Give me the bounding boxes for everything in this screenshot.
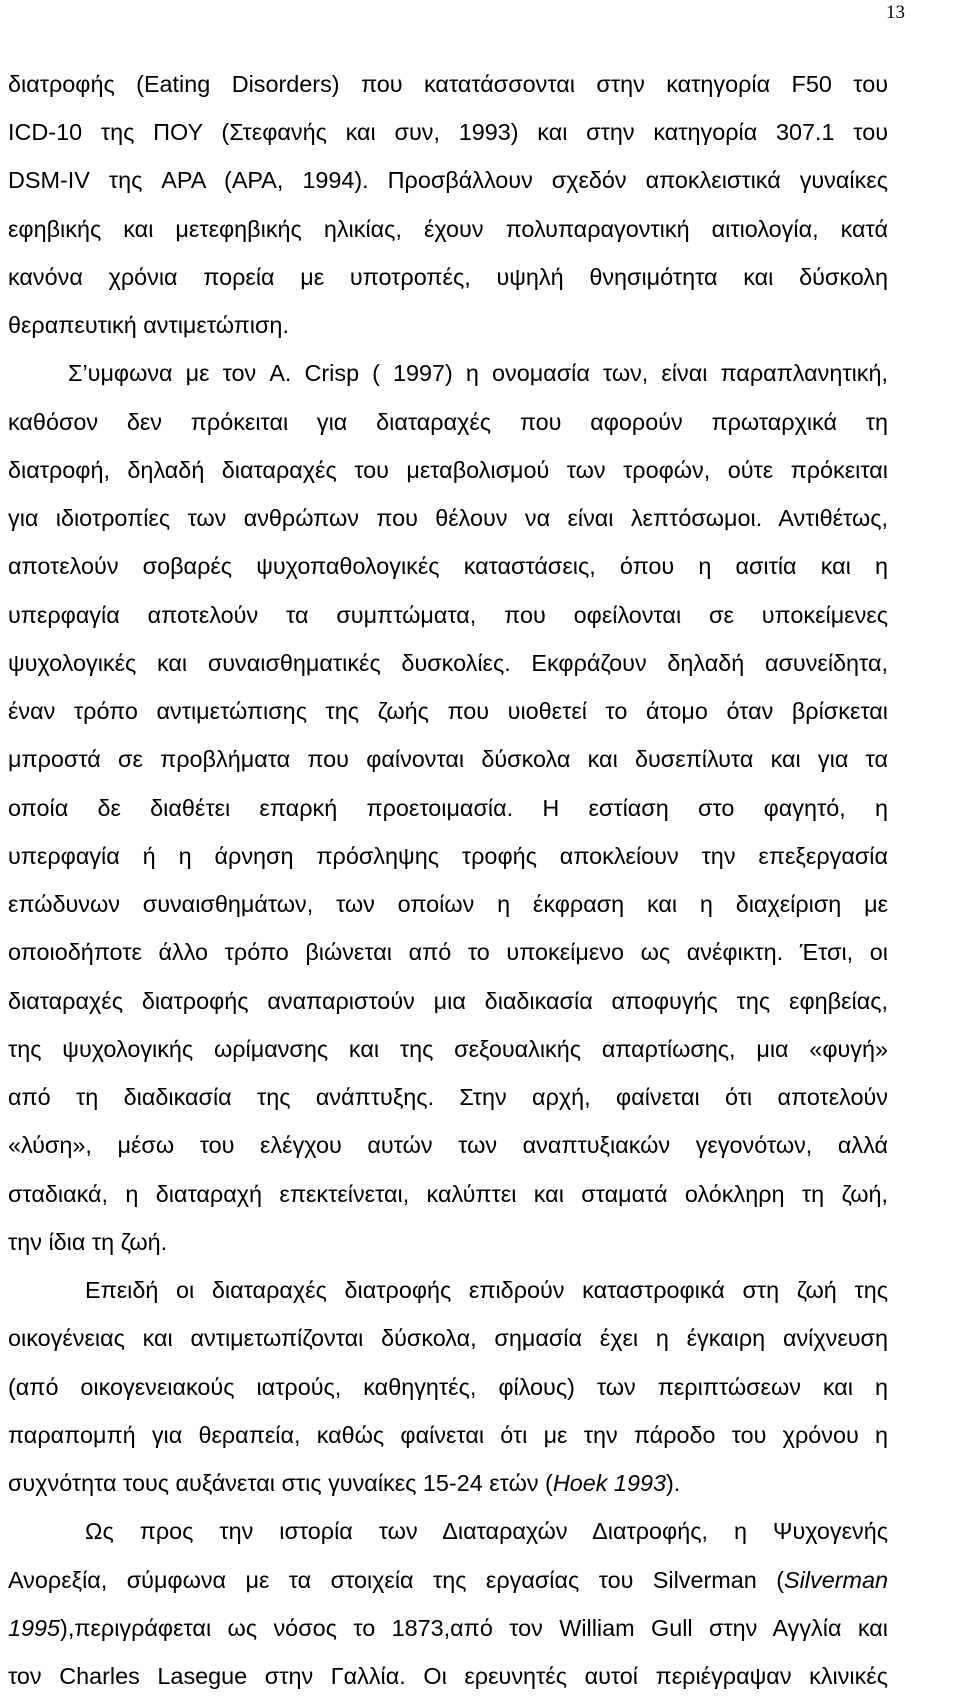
text-line: σταδιακά, η διαταραχή επεκτείνεται, καλύπτει και σταματά ολόκληρη τη ζωή, bbox=[8, 1181, 888, 1207]
text-line: διατροφή, δηλαδή διαταραχές του μεταβολισμού των τροφών, ούτε πρόκειται bbox=[8, 457, 888, 483]
text-line: Σ’υμφωνα με τον A. Crisp ( 1997) η ονομασία των, είναι παραπλανητική, bbox=[68, 360, 888, 386]
text-line: Επειδή οι διαταραχές διατροφής επιδρούν καταστροφικά στη ζωή της bbox=[85, 1277, 888, 1303]
text-line: τον Charles Lasegue στην Γαλλία. Οι ερευνητές αυτοί περιέγραψαν κλινικές bbox=[8, 1663, 888, 1689]
text-line: της ψυχολογικής ωρίμανσης και της σεξουαλικής απαρτίωσης, μια «φυγή» bbox=[8, 1036, 888, 1062]
text-line: καθόσον δεν πρόκειται για διαταραχές που αφορούν πρωταρχικά τη bbox=[8, 409, 888, 435]
text-line: από τη διαδικασία της ανάπτυξης. Στην αρχή, φαίνεται ότι αποτελούν bbox=[8, 1084, 888, 1110]
citation-italic: Silverman bbox=[784, 1567, 888, 1593]
text-line: επώδυνων συναισθημάτων, των οποίων η έκφραση και η διαχείριση με bbox=[8, 891, 888, 917]
text-line: έναν τρόπο αντιμετώπισης της ζωής που υιοθετεί το άτομο όταν βρίσκεται bbox=[8, 698, 888, 724]
text-line: (από οικογενειακούς ιατρούς, καθηγητές, φίλους) των περιπτώσεων και η bbox=[8, 1374, 888, 1400]
text-line: για ιδιοτροπίες των ανθρώπων που θέλουν να είναι λεπτόσωμοι. Αντιθέτως, bbox=[8, 505, 888, 531]
text-line: DSM-IV της APA (APA, 1994). Προσβάλλουν σχεδόν αποκλειστικά γυναίκες bbox=[8, 167, 888, 193]
text-line: οποία δε διαθέτει επαρκή προετοιμασία. Η εστίαση στο φαγητό, η bbox=[8, 795, 888, 821]
text-line: εφηβικής και μετεφηβικής ηλικίας, έχουν πολυπαραγοντική αιτιολογία, κατά bbox=[8, 216, 888, 242]
text-line: διατροφής (Eating Disorders) που κατατάσσονται στην κατηγορία F50 του bbox=[8, 71, 888, 97]
text-line bbox=[8, 1467, 888, 1499]
text-span: ),περιγράφεται ως νόσος το 1873,από τον William Gull στην Αγγλία και bbox=[60, 1615, 888, 1641]
text-line: ICD-10 της ΠΟΥ (Στεφανής και συν, 1993) και στην κατηγορία 307.1 του bbox=[8, 119, 888, 145]
text-span: ). bbox=[665, 1470, 681, 1496]
text-line: μπροστά σε προβλήματα που φαίνονται δύσκολα και δυσεπίλυτα και για τα bbox=[8, 746, 888, 772]
text-span: Ανορεξία, σύμφωνα με τα στοιχεία της εργασίας του Silverman ( bbox=[8, 1567, 784, 1593]
text-line: οποιοδήποτε άλλο τρόπο βιώνεται από το υποκείμενο ως ανέφικτη. Έτσι, οι bbox=[8, 939, 888, 965]
text-line: διαταραχές διατροφής αναπαριστούν μια διαδικασία αποφυγής της εφηβείας, bbox=[8, 988, 888, 1014]
citation-italic: 1995 bbox=[8, 1615, 61, 1641]
text-line: θεραπευτική αντιμετώπιση. bbox=[8, 312, 289, 338]
text-line: αποτελούν σοβαρές ψυχοπαθολογικές καταστάσεις, όπου η ασιτία και η bbox=[8, 553, 888, 579]
text-line: Ως προς την ιστορία των Διαταραχών Διατροφής, η Ψυχογενής bbox=[85, 1518, 888, 1544]
text-line: υπερφαγία ή η άρνηση πρόσληψης τροφής αποκλείουν την επεξεργασία bbox=[8, 843, 888, 869]
text-line: «λύση», μέσω του ελέγχου αυτών των αναπτυξιακών γεγονότων, αλλά bbox=[8, 1132, 888, 1158]
text-line: ψυχολογικές και συναισθηματικές δυσκολίες. Εκφράζουν δηλαδή ασυνείδητα, bbox=[8, 650, 888, 676]
page-number: 13 bbox=[886, 2, 905, 23]
text-line bbox=[8, 1612, 888, 1644]
text-line bbox=[8, 1564, 888, 1596]
text-line: κανόνα χρόνια πορεία με υποτροπές, υψηλή θνησιμότητα και δύσκολη bbox=[8, 264, 888, 290]
citation-italic: Hoek 1993 bbox=[552, 1470, 666, 1496]
text-line: οικογένειας και αντιμετωπίζονται δύσκολα, σημασία έχει η έγκαιρη ανίχνευση bbox=[8, 1325, 888, 1351]
text-line: υπερφαγία αποτελούν τα συμπτώματα, που οφείλονται σε υποκείμενες bbox=[8, 602, 888, 628]
text-line: την ίδια τη ζωή. bbox=[8, 1229, 168, 1255]
text-span: συχνότητα τους αυξάνεται στις γυναίκες 15-24 ετών ( bbox=[8, 1470, 553, 1496]
text-line: παραπομπή για θεραπεία, καθώς φαίνεται ότι με την πάροδο του χρόνου η bbox=[8, 1422, 888, 1448]
